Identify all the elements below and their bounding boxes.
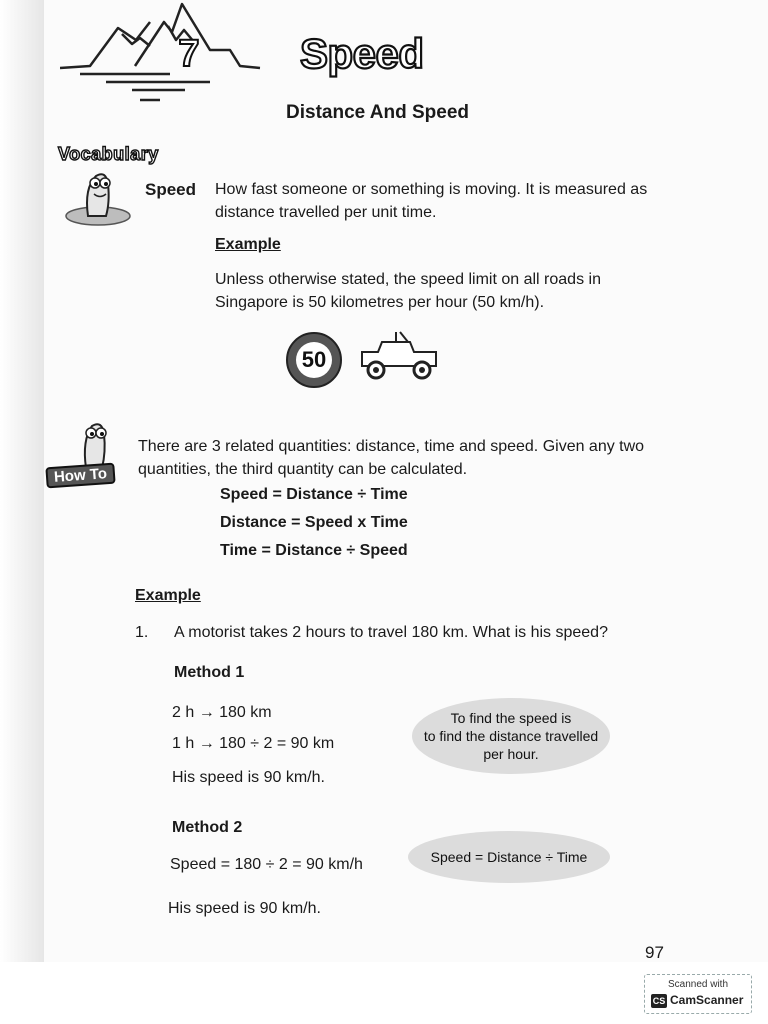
question-text: A motorist takes 2 hours to travel 180 km. What is his speed? xyxy=(174,624,608,641)
speed-limit-value: 50 xyxy=(296,342,332,378)
method-1-line: 2 h → 180 km xyxy=(172,704,272,721)
page-number: 97 xyxy=(645,943,664,962)
worked-example-heading: Example xyxy=(135,587,201,604)
vocabulary-term: Speed xyxy=(145,180,197,199)
definition-line: How fast someone or something is moving. It is measured as xyxy=(215,181,648,198)
camscanner-watermark xyxy=(644,974,752,1014)
intro-line: There are 3 related quantities: distance, time and speed. Given any two xyxy=(138,438,645,455)
formula-distance: Distance = Speed x Time xyxy=(220,514,408,531)
mountain-chapter-icon xyxy=(60,0,270,110)
vocabulary-example-text xyxy=(215,268,655,314)
speed-tip-bubble xyxy=(412,698,610,774)
method-2-title: Method 2 xyxy=(172,819,243,836)
section-subtitle: Distance And Speed xyxy=(286,102,470,123)
how-to-banner: How To xyxy=(45,463,115,489)
jeep-icon xyxy=(356,330,442,382)
method-1-title: Method 1 xyxy=(174,664,245,681)
method-1-answer: His speed is 90 km/h. xyxy=(172,769,325,786)
chapter-number: 7 xyxy=(178,33,200,75)
question-number: 1. xyxy=(135,624,149,641)
tip-line: to find the distance travelled xyxy=(423,728,599,744)
tip-line: To find the speed is xyxy=(450,710,572,726)
vocabulary-example-heading: Example xyxy=(215,236,281,253)
definition-line: distance travelled per unit time. xyxy=(215,204,437,221)
tip-line: per hour. xyxy=(483,746,539,762)
speed-limit-sign-icon xyxy=(286,332,342,388)
method-2-answer: His speed is 90 km/h. xyxy=(168,900,321,917)
formula-speed: Speed = Distance ÷ Time xyxy=(220,486,408,503)
example-line: Singapore is 50 kilometres per hour (50 km/h). xyxy=(215,294,545,311)
camscanner-logo-icon: CS xyxy=(652,996,666,1006)
watermark-caption: Scanned with xyxy=(667,979,729,990)
cartoon-character-icon xyxy=(72,418,120,470)
cartoon-character-icon xyxy=(62,166,134,228)
chapter-title: Speed xyxy=(300,30,424,77)
method-2-line: Speed = 180 ÷ 2 = 90 km/h xyxy=(170,856,363,873)
page-gutter-shadow xyxy=(0,0,44,962)
watermark-brand: CamScanner xyxy=(670,993,744,1007)
example-line: Unless otherwise stated, the speed limit on all roads in xyxy=(215,271,601,288)
intro-line: quantities, the third quantity can be calculated. xyxy=(138,461,468,478)
vocabulary-banner: Vocabulary xyxy=(58,144,159,164)
vocabulary-definition xyxy=(215,178,655,224)
formula-time: Time = Distance ÷ Speed xyxy=(220,542,408,559)
formula-bubble: Speed = Distance ÷ Time xyxy=(408,831,610,883)
how-to-intro xyxy=(138,435,678,481)
method-1-line: 1 h → 180 ÷ 2 = 90 km xyxy=(172,735,335,752)
